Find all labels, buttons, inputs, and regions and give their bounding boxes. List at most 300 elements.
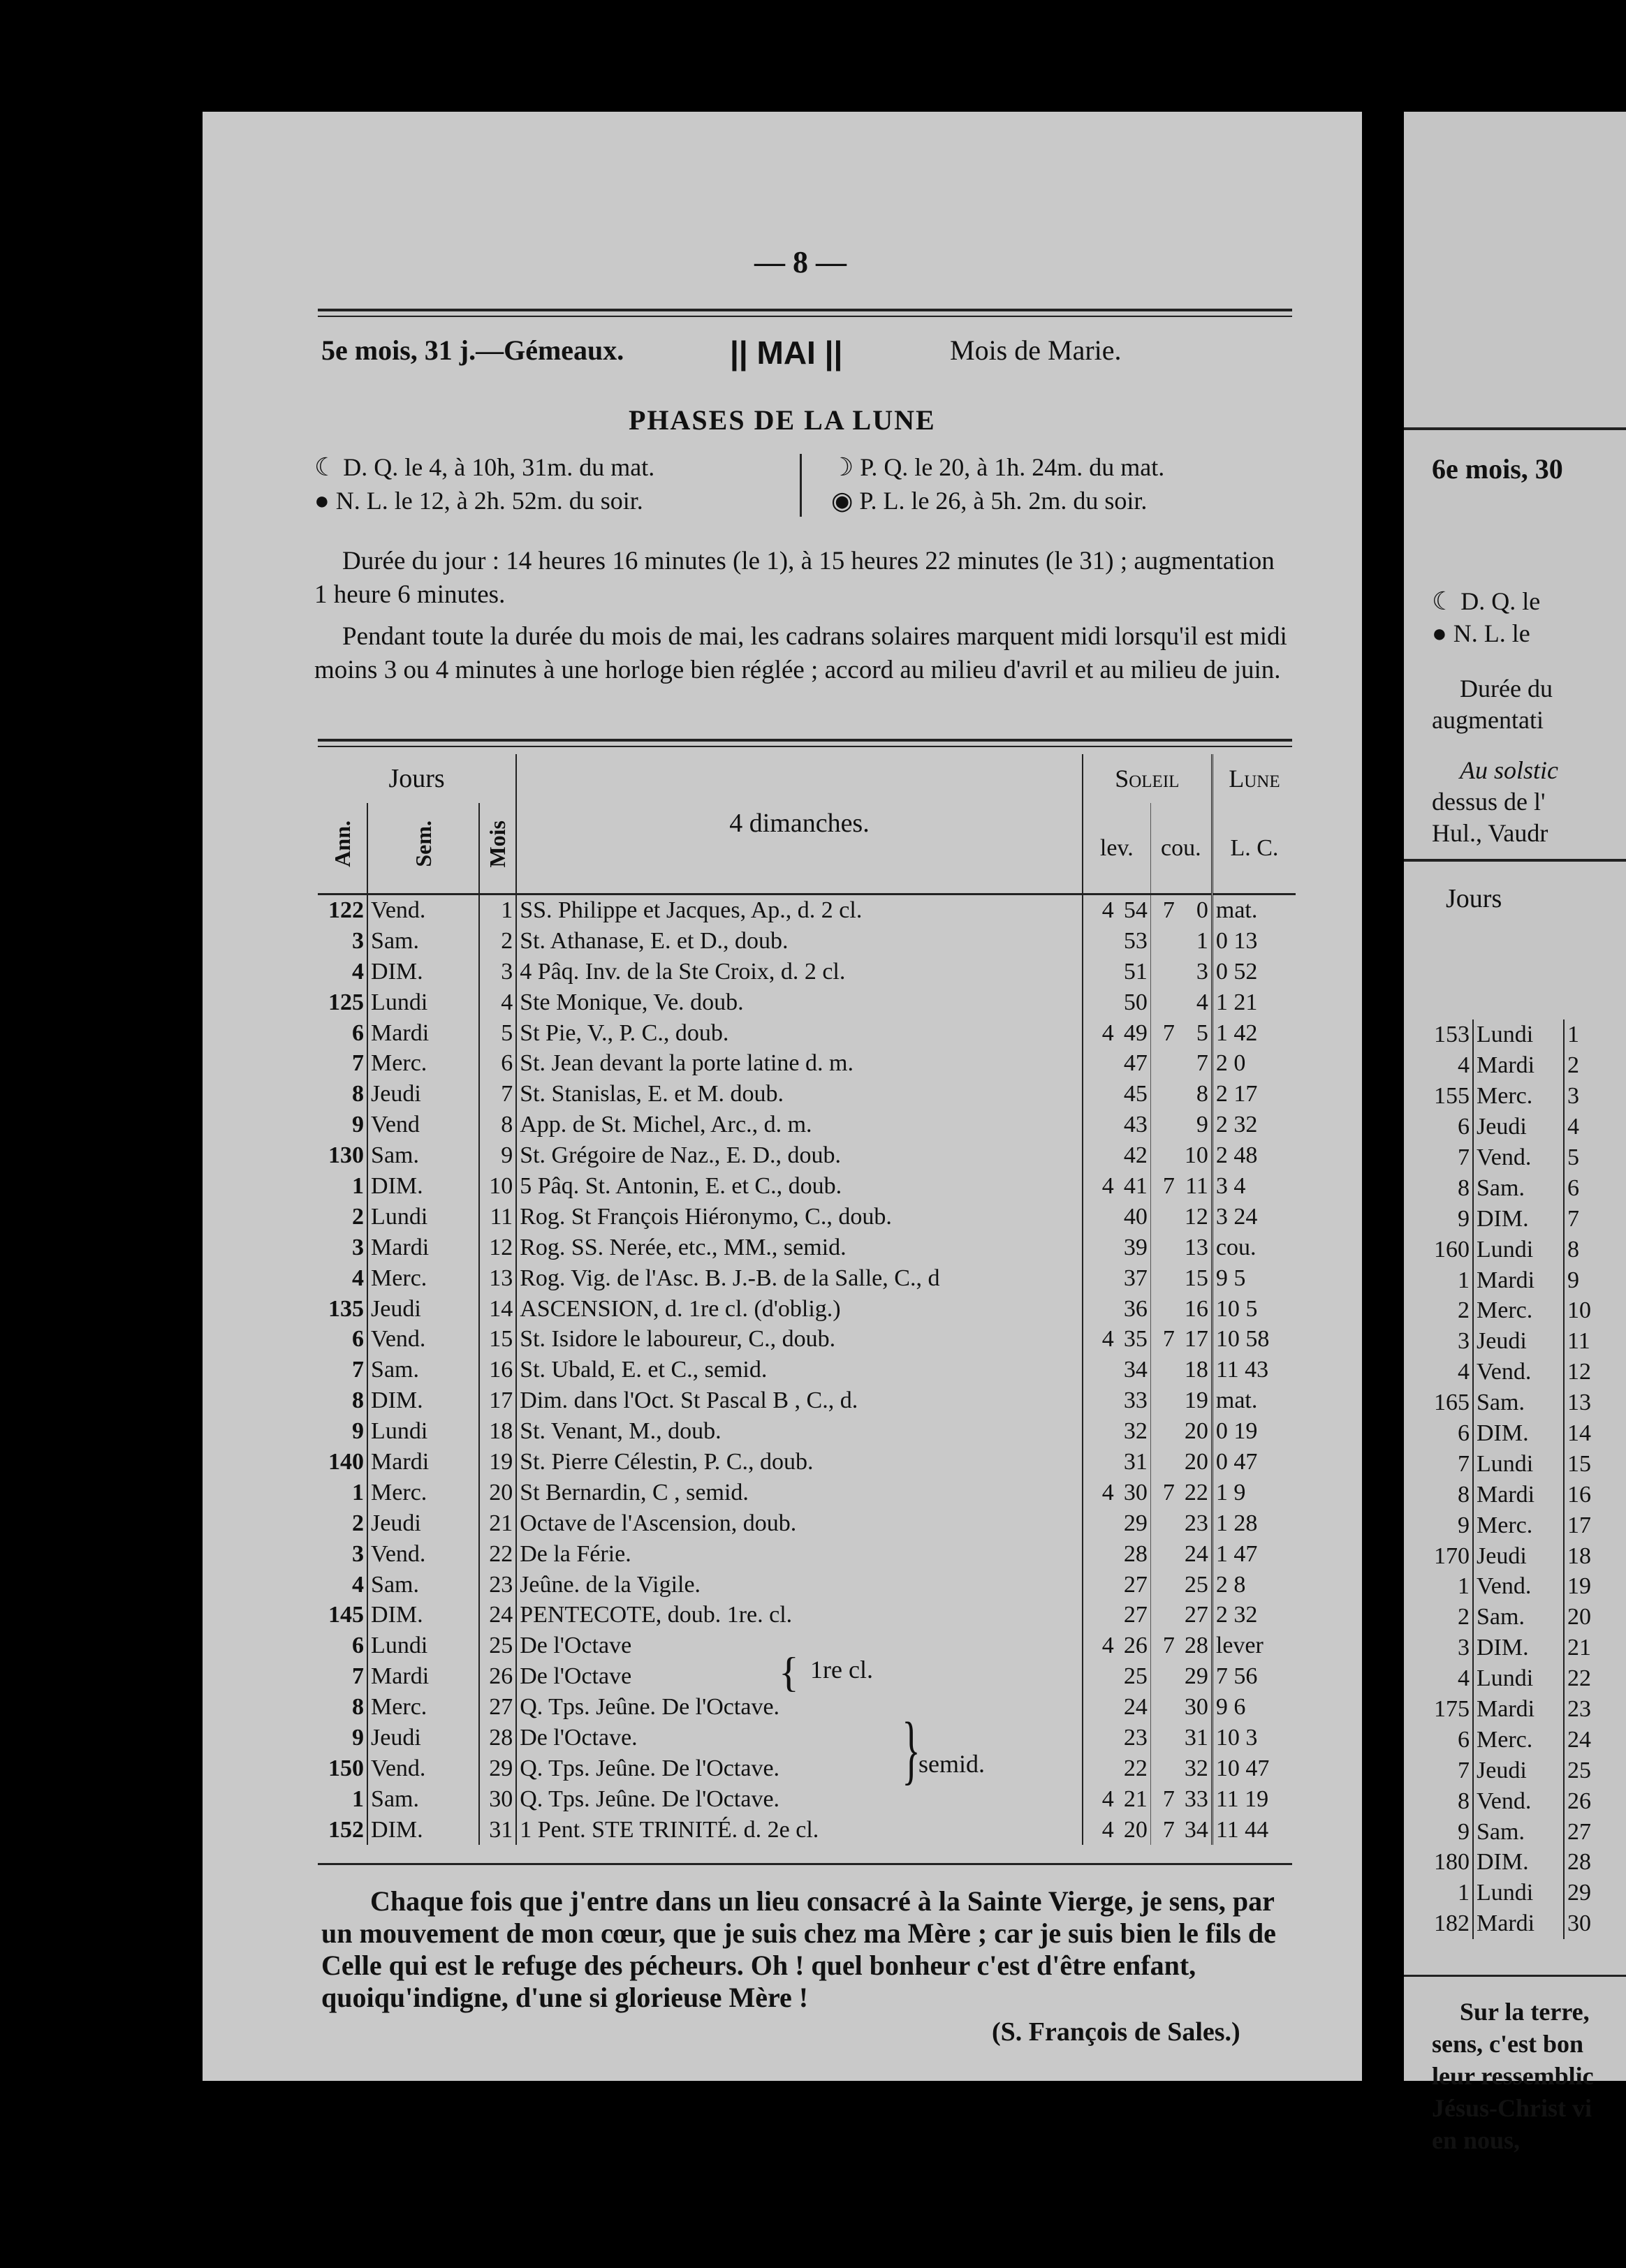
cell-cm: 16 bbox=[1178, 1293, 1213, 1324]
cell-cm: 18 bbox=[1178, 1355, 1213, 1385]
june-bottom-rule bbox=[1404, 1975, 1626, 1977]
june-cell-mois: 26 bbox=[1567, 1788, 1591, 1814]
cell-mois: 31 bbox=[479, 1814, 516, 1845]
cell-fete: St Pie, V., P. C., doub. bbox=[516, 1017, 1083, 1048]
june-table-row bbox=[1418, 1112, 1598, 1142]
cell-cm: 17 bbox=[1178, 1324, 1213, 1355]
table-row bbox=[318, 894, 1296, 925]
table-row bbox=[318, 1416, 1296, 1447]
june-cell-ann: 1 bbox=[1418, 1265, 1473, 1295]
june-line-4: dessus de l' bbox=[1432, 788, 1546, 816]
june-cell-sem: DIM. bbox=[1473, 1203, 1564, 1234]
marian-quote: Chaque fois que j'entre dans un lieu consacré à la Sainte Vierge, je sens, par un mouvement de mon cœur, que je suis chez ma Mère ; car je suis bien le fils de Celle qui est le refuge des pécheurs. Oh ! quel bonheur c'est d'être enfant, quoiqu'indigne, d'une si glorieuse Mère ! bbox=[321, 1885, 1276, 2013]
col-sem-label: Sem. bbox=[410, 820, 436, 868]
cell-fete: Rog. Vig. de l'Asc. B. J.-B. de la Salle, C., d bbox=[516, 1262, 1083, 1293]
june-cell-mois: 28 bbox=[1567, 1849, 1591, 1876]
cell-ch bbox=[1150, 1048, 1178, 1079]
cell-lm: 39 bbox=[1117, 1232, 1151, 1262]
cell-ch: 7 bbox=[1162, 1479, 1175, 1505]
june-cell-ann: 6 bbox=[1418, 1724, 1473, 1755]
table-row bbox=[318, 1110, 1296, 1140]
june-cell-mois: 1 bbox=[1567, 1022, 1579, 1048]
col-lev-header: lev. bbox=[1083, 803, 1151, 894]
brace-label-semid: semid. bbox=[918, 1750, 985, 1778]
phase-new-moon bbox=[314, 486, 643, 515]
june-cell-mois: 16 bbox=[1567, 1481, 1591, 1508]
cell-lm: 43 bbox=[1117, 1110, 1151, 1140]
cell-sem: DIM. bbox=[367, 1600, 479, 1630]
cell-ch bbox=[1150, 1753, 1178, 1783]
june-cell-mois: 23 bbox=[1567, 1696, 1591, 1723]
cell-lune: 2 0 bbox=[1215, 1050, 1246, 1077]
june-cell-sem: Sam. bbox=[1473, 1387, 1564, 1418]
cell-lune: 9 6 bbox=[1215, 1694, 1246, 1721]
col-ann-header bbox=[318, 803, 367, 894]
june-cell-sem: Mardi bbox=[1473, 1050, 1564, 1081]
cell-lh bbox=[1083, 1262, 1117, 1293]
june-cell-sem: Mardi bbox=[1473, 1265, 1564, 1295]
june-cell-mois: 15 bbox=[1567, 1450, 1591, 1477]
cell-lune: 11 19 bbox=[1215, 1785, 1269, 1812]
june-table-row bbox=[1418, 1357, 1598, 1387]
cell-cm: 24 bbox=[1178, 1538, 1213, 1569]
cell-lune: 3 24 bbox=[1215, 1203, 1258, 1230]
table-row bbox=[318, 1508, 1296, 1538]
june-cell-sem: Lundi bbox=[1473, 1234, 1564, 1265]
cell-sem: Jeudi bbox=[367, 1079, 479, 1110]
cell-ann: 8 bbox=[318, 1079, 367, 1110]
june-table-row bbox=[1418, 1203, 1598, 1234]
cell-sem: Sam. bbox=[367, 1140, 479, 1171]
phase-divider bbox=[800, 454, 802, 517]
cell-lh bbox=[1083, 1048, 1117, 1079]
cell-lh bbox=[1083, 1723, 1117, 1753]
cell-lm: 29 bbox=[1117, 1508, 1151, 1538]
june-cell-ann: 3 bbox=[1418, 1633, 1473, 1663]
phase-first-quarter bbox=[831, 452, 1164, 482]
cell-fete: App. de St. Michel, Arc., d. m. bbox=[516, 1110, 1083, 1140]
june-cell-ann: 7 bbox=[1418, 1142, 1473, 1173]
june-table-row bbox=[1418, 1724, 1598, 1755]
phase-full-moon bbox=[831, 486, 1147, 515]
june-header-fragment: 6e mois, 30 bbox=[1432, 453, 1563, 485]
cell-mois: 17 bbox=[479, 1385, 516, 1416]
cell-ch bbox=[1150, 1569, 1178, 1600]
cell-lune: 0 13 bbox=[1215, 927, 1258, 954]
cell-sem: Mardi bbox=[367, 1661, 479, 1692]
cell-mois: 23 bbox=[479, 1569, 516, 1600]
cell-cm: 10 bbox=[1178, 1140, 1213, 1171]
cell-fete: St. Stanislas, E. et M. doub. bbox=[516, 1079, 1083, 1110]
cell-cm: 31 bbox=[1178, 1723, 1213, 1753]
cell-ch bbox=[1150, 1538, 1178, 1569]
cell-ann: 145 bbox=[318, 1600, 367, 1630]
cell-fete: 5 Pâq. St. Antonin, E. et C., doub. bbox=[516, 1171, 1083, 1202]
top-rule-thin bbox=[318, 316, 1292, 317]
cell-lune: 9 5 bbox=[1215, 1265, 1246, 1291]
cell-lm: 40 bbox=[1117, 1201, 1151, 1232]
cell-ann: 1 bbox=[318, 1783, 367, 1814]
cell-fete: Rog. St François Hiéronymo, C., doub. bbox=[516, 1201, 1083, 1232]
cell-lm: 24 bbox=[1117, 1692, 1151, 1723]
cell-ann: 1 bbox=[318, 1477, 367, 1508]
cell-sem: Merc. bbox=[367, 1048, 479, 1079]
june-table-row bbox=[1418, 1387, 1598, 1418]
cell-fete: St. Grégoire de Naz., E. D., doub. bbox=[516, 1140, 1083, 1171]
cell-mois: 1 bbox=[479, 894, 516, 925]
cell-lm: 26 bbox=[1117, 1630, 1151, 1661]
cell-lm: 33 bbox=[1117, 1385, 1151, 1416]
june-cell-sem: Vend. bbox=[1473, 1571, 1564, 1602]
cell-lh bbox=[1083, 987, 1117, 1017]
table-bottom-rule bbox=[318, 1863, 1292, 1865]
col-cou-header: cou. bbox=[1150, 803, 1212, 894]
june-cell-mois: 5 bbox=[1567, 1144, 1579, 1170]
cell-cm: 15 bbox=[1178, 1262, 1213, 1293]
cell-ann: 8 bbox=[318, 1385, 367, 1416]
phase-new-moon-text: N. L. le 12, à 2h. 52m. du soir. bbox=[335, 487, 643, 515]
cell-lh bbox=[1083, 1538, 1117, 1569]
cell-mois: 22 bbox=[479, 1538, 516, 1569]
cell-lune: 1 47 bbox=[1215, 1540, 1258, 1567]
cell-sem: Sam. bbox=[367, 1783, 479, 1814]
june-cell-ann: 9 bbox=[1418, 1510, 1473, 1540]
june-cell-mois: 11 bbox=[1567, 1328, 1590, 1355]
cell-sem: Sam. bbox=[367, 925, 479, 956]
cell-sem: Mardi bbox=[367, 1447, 479, 1478]
cell-mois: 10 bbox=[479, 1171, 516, 1202]
june-table-row bbox=[1418, 1081, 1598, 1112]
cell-lh bbox=[1083, 1232, 1117, 1262]
cell-ann: 122 bbox=[318, 894, 367, 925]
table-row bbox=[318, 1232, 1296, 1262]
cell-cm: 11 bbox=[1178, 1171, 1213, 1202]
cell-ch: 7 bbox=[1162, 1326, 1175, 1353]
cell-ann: 8 bbox=[318, 1692, 367, 1723]
june-cell-sem: Jeudi bbox=[1473, 1540, 1564, 1571]
june-cell-ann: 7 bbox=[1418, 1448, 1473, 1479]
cell-lh bbox=[1083, 1508, 1117, 1538]
cell-lune: 0 47 bbox=[1215, 1448, 1258, 1475]
cell-cm: 3 bbox=[1178, 956, 1213, 987]
cell-lh: 4 bbox=[1101, 1326, 1114, 1353]
cell-fete: Q. Tps. Jeûne. De l'Octave. bbox=[516, 1753, 1083, 1783]
cell-mois: 7 bbox=[479, 1079, 516, 1110]
table-row bbox=[318, 1814, 1296, 1845]
cell-lm: 45 bbox=[1117, 1079, 1151, 1110]
cell-ch bbox=[1150, 1110, 1178, 1140]
june-cell-sem: Sam. bbox=[1473, 1816, 1564, 1847]
cell-cm: 34 bbox=[1178, 1814, 1213, 1845]
cell-lm: 32 bbox=[1117, 1416, 1151, 1447]
cell-fete: De l'Octave bbox=[516, 1630, 1083, 1661]
table-row bbox=[318, 1600, 1296, 1630]
cell-lm: 34 bbox=[1117, 1355, 1151, 1385]
june-cell-ann: 6 bbox=[1418, 1112, 1473, 1142]
june-cell-mois: 21 bbox=[1567, 1635, 1591, 1661]
col-feasts-header: 4 dimanches. bbox=[516, 754, 1083, 894]
june-cell-mois: 10 bbox=[1567, 1297, 1591, 1324]
cell-mois: 11 bbox=[479, 1201, 516, 1232]
june-cell-sem: Jeudi bbox=[1473, 1112, 1564, 1142]
cell-lm: 36 bbox=[1117, 1293, 1151, 1324]
cell-fete: ASCENSION, d. 1re cl. (d'oblig.) bbox=[516, 1293, 1083, 1324]
cell-lune: 1 9 bbox=[1215, 1479, 1246, 1505]
cell-ann: 4 bbox=[318, 1262, 367, 1293]
june-cell-ann: 1 bbox=[1418, 1571, 1473, 1602]
cell-fete: De l'Octave. bbox=[516, 1723, 1083, 1753]
june-table-row bbox=[1418, 1755, 1598, 1785]
june-cell-sem: Vend. bbox=[1473, 1142, 1564, 1173]
table-row bbox=[318, 1140, 1296, 1171]
cell-ch bbox=[1150, 956, 1178, 987]
cell-lh: 4 bbox=[1101, 1816, 1114, 1843]
cell-cm: 30 bbox=[1178, 1692, 1213, 1723]
cell-ch: 7 bbox=[1162, 1019, 1175, 1046]
june-cell-ann: 160 bbox=[1418, 1234, 1473, 1265]
cell-mois: 2 bbox=[479, 925, 516, 956]
cell-cm: 23 bbox=[1178, 1508, 1213, 1538]
phase-first-quarter-text: P. Q. le 20, à 1h. 24m. du mat. bbox=[860, 453, 1165, 481]
june-cell-ann: 155 bbox=[1418, 1081, 1473, 1112]
cell-ann: 135 bbox=[318, 1293, 367, 1324]
cell-ch bbox=[1150, 1079, 1178, 1110]
june-cell-ann: 9 bbox=[1418, 1816, 1473, 1847]
cell-lune: 1 42 bbox=[1215, 1019, 1258, 1046]
june-cell-sem: Sam. bbox=[1473, 1172, 1564, 1203]
cell-cm: 13 bbox=[1178, 1232, 1213, 1262]
june-cell-ann: 175 bbox=[1418, 1694, 1473, 1725]
cell-fete: St. Athanase, E. et D., doub. bbox=[516, 925, 1083, 956]
june-table-row bbox=[1418, 1326, 1598, 1357]
cell-ann: 3 bbox=[318, 1538, 367, 1569]
june-cell-sem: DIM. bbox=[1473, 1847, 1564, 1878]
facing-page-june bbox=[1404, 112, 1626, 2154]
cell-mois: 26 bbox=[479, 1661, 516, 1692]
cell-cm: 27 bbox=[1178, 1600, 1213, 1630]
cell-lm: 28 bbox=[1117, 1538, 1151, 1569]
cell-mois: 15 bbox=[479, 1324, 516, 1355]
june-table-row bbox=[1418, 1172, 1598, 1203]
cell-sem: Sam. bbox=[367, 1569, 479, 1600]
cell-lh bbox=[1083, 1140, 1117, 1171]
cell-mois: 21 bbox=[479, 1508, 516, 1538]
table-row bbox=[318, 1753, 1296, 1783]
june-quote-4: Jésus-Christ vi bbox=[1432, 2094, 1592, 2122]
cell-sem: Vend. bbox=[367, 1324, 479, 1355]
june-top-rule bbox=[1404, 427, 1626, 430]
cell-ch bbox=[1150, 1416, 1178, 1447]
cell-mois: 4 bbox=[479, 987, 516, 1017]
june-cell-sem: DIM. bbox=[1473, 1633, 1564, 1663]
col-mois-label: Mois bbox=[485, 820, 511, 868]
cell-mois: 14 bbox=[479, 1293, 516, 1324]
june-quote-3: leur ressemblic bbox=[1432, 2062, 1594, 2090]
cell-mois: 30 bbox=[479, 1783, 516, 1814]
month-number-zodiac: 5e mois, 31 j.—Gémeaux. bbox=[321, 334, 624, 366]
june-cell-ann: 6 bbox=[1418, 1418, 1473, 1449]
june-cell-ann: 3 bbox=[1418, 1326, 1473, 1357]
june-cell-mois: 7 bbox=[1567, 1205, 1579, 1232]
cell-cm: 20 bbox=[1178, 1416, 1213, 1447]
brace-left-1: { bbox=[779, 1649, 799, 1695]
table-row bbox=[318, 1355, 1296, 1385]
cell-lh bbox=[1083, 1416, 1117, 1447]
cell-lh bbox=[1083, 1692, 1117, 1723]
cell-cm: 25 bbox=[1178, 1569, 1213, 1600]
col-jours-header: Jours bbox=[318, 754, 516, 803]
table-row bbox=[318, 1079, 1296, 1110]
june-table-row bbox=[1418, 1142, 1598, 1173]
cell-lh bbox=[1083, 1201, 1117, 1232]
june-table-row bbox=[1418, 1816, 1598, 1847]
cell-lune: 3 4 bbox=[1215, 1172, 1246, 1199]
june-cell-mois: 9 bbox=[1567, 1267, 1579, 1293]
cell-ann: 1 bbox=[318, 1171, 367, 1202]
cell-lune: 2 32 bbox=[1215, 1602, 1258, 1628]
june-line-5: Hul., Vaudr bbox=[1432, 819, 1548, 847]
cell-ann: 2 bbox=[318, 1201, 367, 1232]
cell-lune: 11 44 bbox=[1215, 1816, 1269, 1843]
cell-ann: 7 bbox=[318, 1048, 367, 1079]
june-table-row bbox=[1418, 1663, 1598, 1694]
cell-ann: 4 bbox=[318, 1569, 367, 1600]
june-cell-mois: 3 bbox=[1567, 1083, 1579, 1110]
cell-fete: Q. Tps. Jeûne. De l'Octave. bbox=[516, 1692, 1083, 1723]
phase-last-quarter bbox=[314, 452, 654, 482]
june-jours-header: Jours bbox=[1446, 884, 1502, 913]
cell-fete: SS. Philippe et Jacques, Ap., d. 2 cl. bbox=[516, 894, 1083, 925]
cell-fete: St. Isidore le laboureur, C., doub. bbox=[516, 1324, 1083, 1355]
cell-lh bbox=[1083, 1753, 1117, 1783]
june-table-row bbox=[1418, 1448, 1598, 1479]
june-table-rule bbox=[1404, 859, 1626, 862]
table-row bbox=[318, 1723, 1296, 1753]
june-cell-mois: 4 bbox=[1567, 1114, 1579, 1140]
cell-ch bbox=[1150, 1661, 1178, 1692]
new-moon-icon: ● bbox=[1432, 619, 1453, 647]
cell-lh: 4 bbox=[1101, 1785, 1114, 1812]
cell-ann: 6 bbox=[318, 1017, 367, 1048]
june-cell-ann: 8 bbox=[1418, 1172, 1473, 1203]
june-cell-mois: 6 bbox=[1567, 1174, 1579, 1201]
cell-mois: 12 bbox=[479, 1232, 516, 1262]
cell-sem: Mardi bbox=[367, 1017, 479, 1048]
cell-fete: St. Venant, M., doub. bbox=[516, 1416, 1083, 1447]
cell-fete: St. Pierre Célestin, P. C., doub. bbox=[516, 1447, 1083, 1478]
cell-lm: 49 bbox=[1117, 1017, 1151, 1048]
june-quote-5: en nous, bbox=[1432, 2126, 1521, 2154]
cell-lune: 11 43 bbox=[1215, 1357, 1269, 1383]
cell-cm: 0 bbox=[1178, 894, 1213, 925]
quote-attribution: (S. François de Sales.) bbox=[992, 2017, 1240, 2047]
cell-fete: St. Jean devant la porte latine d. m. bbox=[516, 1048, 1083, 1079]
cell-cm: 29 bbox=[1178, 1661, 1213, 1692]
cell-lh: 4 bbox=[1101, 1479, 1114, 1505]
col-mois-header bbox=[479, 803, 516, 894]
day-length-note: Durée du jour : 14 heures 16 minutes (le 1), à 15 heures 22 minutes (le 31) ; augmentation 1 heure 6 minutes. bbox=[314, 547, 1275, 609]
table-row bbox=[318, 987, 1296, 1017]
col-soleil-header: Soleil bbox=[1083, 754, 1213, 803]
cell-lh bbox=[1083, 1569, 1117, 1600]
cell-ch bbox=[1150, 1385, 1178, 1416]
june-cell-sem: Mardi bbox=[1473, 1694, 1564, 1725]
june-table-row bbox=[1418, 1479, 1598, 1510]
june-phase-new-moon bbox=[1432, 619, 1530, 648]
last-quarter-icon: ☾ bbox=[1432, 587, 1461, 615]
june-cell-ann: 8 bbox=[1418, 1785, 1473, 1816]
june-table bbox=[1418, 1019, 1598, 1939]
cell-ann: 2 bbox=[318, 1508, 367, 1538]
cell-ann: 7 bbox=[318, 1661, 367, 1692]
cell-mois: 13 bbox=[479, 1262, 516, 1293]
june-cell-mois: 12 bbox=[1567, 1359, 1591, 1385]
cell-lm: 21 bbox=[1117, 1783, 1151, 1814]
june-table-row bbox=[1418, 1847, 1598, 1878]
cell-cm: 28 bbox=[1178, 1630, 1213, 1661]
cell-ch bbox=[1150, 1723, 1178, 1753]
cell-sem: Lundi bbox=[367, 1201, 479, 1232]
june-cell-mois: 2 bbox=[1567, 1052, 1579, 1079]
phase-full-moon-text: P. L. le 26, à 5h. 2m. du soir. bbox=[859, 487, 1148, 515]
cell-ann: 9 bbox=[318, 1110, 367, 1140]
table-row bbox=[318, 1048, 1296, 1079]
cell-ann: 7 bbox=[318, 1355, 367, 1385]
table-row bbox=[318, 1661, 1296, 1692]
cell-lm: 27 bbox=[1117, 1569, 1151, 1600]
cell-fete: PENTECOTE, doub. 1re. cl. bbox=[516, 1600, 1083, 1630]
june-cell-ann: 1 bbox=[1418, 1878, 1473, 1908]
june-cell-ann: 153 bbox=[1418, 1019, 1473, 1050]
cell-sem: DIM. bbox=[367, 1171, 479, 1202]
june-cell-mois: 29 bbox=[1567, 1880, 1591, 1906]
cell-lh bbox=[1083, 1385, 1117, 1416]
cell-sem: Merc. bbox=[367, 1692, 479, 1723]
cell-lune: 2 17 bbox=[1215, 1081, 1258, 1107]
cell-cm: 20 bbox=[1178, 1447, 1213, 1478]
cell-cm: 4 bbox=[1178, 987, 1213, 1017]
june-cell-mois: 20 bbox=[1567, 1604, 1591, 1630]
cell-lune: 2 48 bbox=[1215, 1142, 1258, 1169]
cell-mois: 18 bbox=[479, 1416, 516, 1447]
cell-sem: Jeudi bbox=[367, 1293, 479, 1324]
june-phase-last-quarter bbox=[1432, 587, 1540, 616]
june-cell-sem: Lundi bbox=[1473, 1019, 1564, 1050]
cell-fete: St Bernardin, C , semid. bbox=[516, 1477, 1083, 1508]
june-table-row bbox=[1418, 1418, 1598, 1449]
june-table-row bbox=[1418, 1295, 1598, 1326]
cell-cm: 22 bbox=[1178, 1477, 1213, 1508]
cell-ch bbox=[1150, 1140, 1178, 1171]
full-moon-icon: ◉ bbox=[831, 487, 860, 515]
table-row bbox=[318, 1017, 1296, 1048]
june-cell-sem: Vend. bbox=[1473, 1785, 1564, 1816]
cell-lune: 1 28 bbox=[1215, 1510, 1258, 1536]
brace-label-1re-cl: 1re cl. bbox=[810, 1656, 873, 1684]
cell-ann: 4 bbox=[318, 956, 367, 987]
cell-lune: 7 56 bbox=[1215, 1663, 1258, 1690]
table-row bbox=[318, 1293, 1296, 1324]
cell-ch bbox=[1150, 1201, 1178, 1232]
cell-fete: Rog. SS. Nerée, etc., MM., semid. bbox=[516, 1232, 1083, 1262]
june-cell-sem: Sam. bbox=[1473, 1602, 1564, 1633]
sundial-note: Pendant toute la durée du mois de mai, les cadrans solaires marquent midi lorsqu'il est midi moins 3 ou 4 minutes à une horloge bien réglée ; accord au milieu d'avril et au milieu de juin. bbox=[314, 622, 1287, 684]
cell-ch bbox=[1150, 1262, 1178, 1293]
cell-ch bbox=[1150, 1232, 1178, 1262]
june-cell-sem: Lundi bbox=[1473, 1663, 1564, 1694]
june-cell-sem: Jeudi bbox=[1473, 1326, 1564, 1357]
cell-ch bbox=[1150, 1600, 1178, 1630]
